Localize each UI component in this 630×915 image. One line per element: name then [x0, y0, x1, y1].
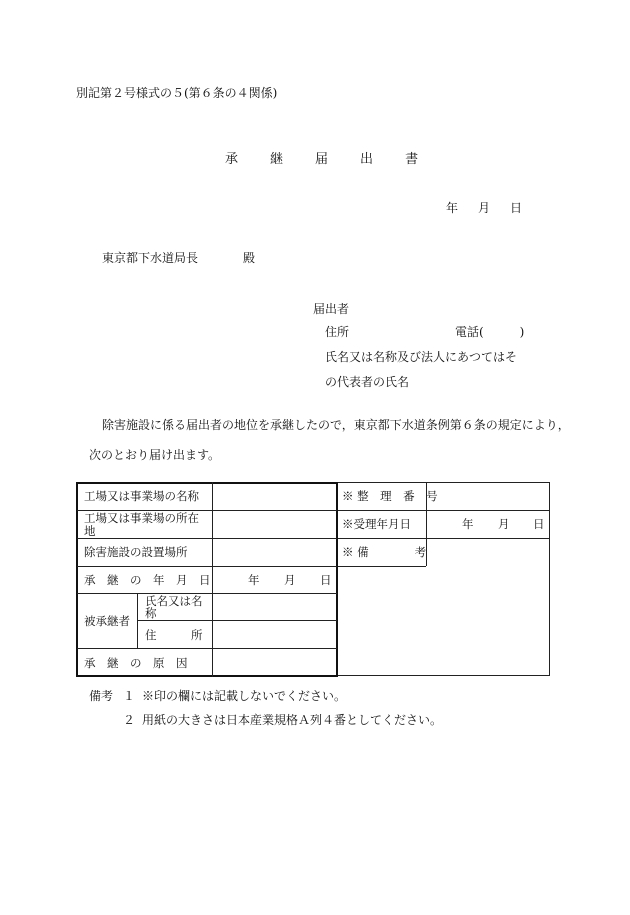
notifier-name-label-1: 氏名又は名称及び法人にあつてはそ [325, 350, 518, 364]
notifier-heading: 届出者 [313, 302, 350, 316]
addressee-name: 東京都下水道局長 [102, 251, 199, 265]
factory-location-label-1: 工場又は事業場の所在 [84, 511, 199, 525]
date-header [446, 199, 522, 216]
title-char: 書 [405, 152, 419, 167]
title-char: 出 [360, 152, 374, 167]
notifier-address-label: 住所 [325, 325, 350, 339]
predecessor-address-label: 住 所 [145, 628, 203, 642]
body-line-2: 次のとおり届け出ます。 [89, 448, 221, 462]
note-2-text: 用紙の大きさは日本産業規格Ａ列４番としてください。 [142, 713, 443, 727]
received-date-label: ※受理年月日 [342, 517, 411, 531]
remarks-label: ※ 備 考 [342, 545, 427, 559]
received-month-label: 月 [498, 517, 510, 531]
succession-date-label: 承 継 の 年 月 日 [84, 573, 211, 587]
predecessor-label: 被承継者 [84, 614, 130, 628]
notifier-phone-label: 電話( ) [455, 325, 525, 339]
predecessor-name-label-1: 氏名又は名 [145, 594, 203, 608]
addressee-honorific: 殿 [243, 251, 256, 265]
note-1-number: １ [123, 689, 136, 703]
notes-label: 備考 [89, 689, 114, 703]
date-day-label: 日 [510, 201, 523, 215]
succession-year-label: 年 [248, 573, 260, 587]
predecessor-name-label-2: 称 [145, 606, 157, 620]
reference-number-label: ※ 整 理 番 号 [342, 489, 438, 503]
note-2-number: ２ [123, 713, 136, 727]
office-use-box [336, 482, 550, 676]
succession-day-label: 日 [320, 573, 332, 587]
date-month-label: 月 [478, 201, 491, 215]
date-year-label: 年 [446, 201, 459, 215]
notifier-name-label-2: の代表者の氏名 [325, 375, 410, 389]
factory-location-label-2: 地 [84, 524, 96, 538]
body-line-1: 除害施設に係る届出者の地位を承継したので，東京都下水道条例第６条の規定により， [102, 418, 570, 432]
title-char: 継 [270, 152, 284, 167]
title-char: 届 [315, 152, 329, 167]
facility-location-label: 除害施設の設置場所 [84, 545, 188, 559]
received-day-label: 日 [533, 517, 545, 531]
document-title [225, 148, 418, 167]
title-char: 承 [225, 152, 239, 167]
received-year-label: 年 [462, 517, 474, 531]
reason-label: 承 継 の 原 因 [84, 656, 188, 670]
form-label: 別記第２号様式の５(第６条の４関係) [76, 86, 278, 100]
factory-name-label: 工場又は事業場の名称 [84, 489, 199, 503]
succession-month-label: 月 [284, 573, 296, 587]
note-1-text: ※印の欄には記載しないでください。 [142, 689, 347, 703]
